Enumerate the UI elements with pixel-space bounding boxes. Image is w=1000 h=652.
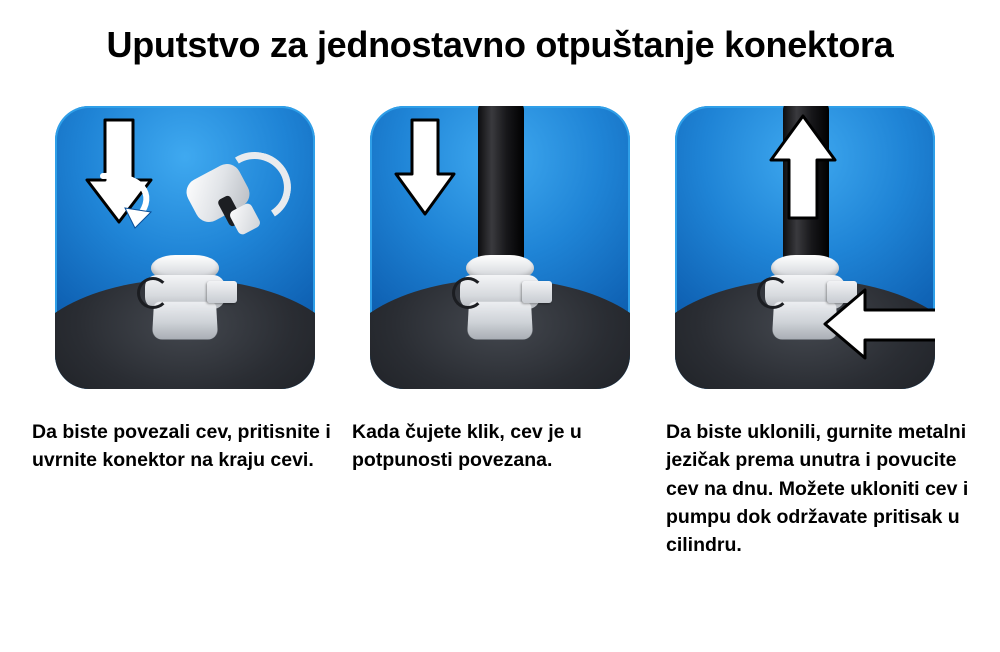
metal-clip [452,277,484,309]
connector-assembly [458,255,542,341]
caption-release: Da biste uklonili, gurnite metalni jezičak prema unutra i povucite cev na dnu. Možete ukloniti cev i pumpu dok održavate pritisak u cilindru. [666,418,976,559]
panel-click [370,106,630,389]
metal-clip [757,277,789,309]
push-left-arrow-icon [821,284,935,362]
page-title: Uputstvo za jednostavno otpuštanje konektora [106,24,894,65]
metal-tab [207,281,237,303]
down-arrow-icon [392,118,458,218]
connector-assembly [143,255,227,341]
metal-clip [137,277,169,309]
twist-arrow-icon [95,168,165,232]
panel-connect [55,106,315,389]
connector-base [152,302,218,340]
panel-row [0,106,1000,396]
caption-connect: Da biste povezali cev, pritisnite i uvrnite konektor na kraju cevi. [32,418,332,475]
caption-click: Kada čujete klik, cev je u potpunosti povezana. [352,418,652,475]
panel-release [675,106,935,389]
hose-end-plug [185,152,277,236]
metal-tab [522,281,552,303]
connector-base [467,302,533,340]
up-arrow-icon [767,112,839,222]
